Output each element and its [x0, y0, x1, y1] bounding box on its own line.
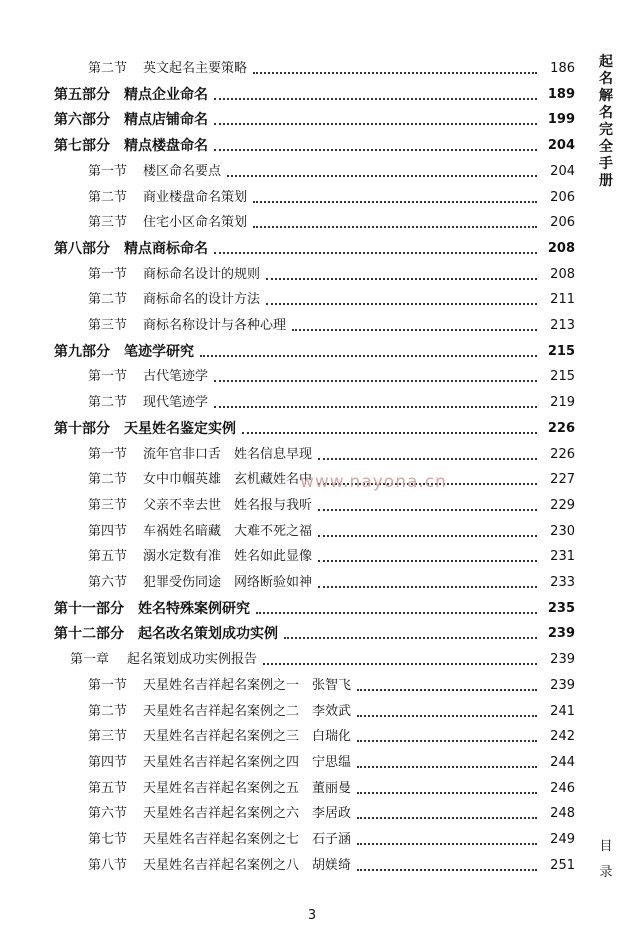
toc-entry[interactable] [0, 443, 575, 467]
toc-entry-page: 199 [547, 112, 575, 128]
dot-leader [256, 610, 537, 614]
toc-entry-page: 219 [550, 395, 575, 411]
dot-leader [318, 456, 537, 460]
toc-entry-page: 233 [550, 575, 575, 590]
book-title-char: 册 [599, 173, 613, 189]
toc-entry[interactable] [0, 648, 575, 672]
toc-entry-page: 230 [550, 523, 575, 539]
toc-entry-number: 第六节 [88, 575, 128, 590]
toc-entry-page: 215 [550, 369, 575, 385]
section-label-vertical [598, 834, 614, 886]
toc-entry[interactable] [0, 83, 575, 107]
toc-entry-page: 206 [550, 189, 575, 205]
dot-leader [214, 121, 537, 125]
dot-leader [266, 301, 537, 305]
toc-entry-number: 第三节 [88, 729, 128, 745]
toc-entry-title: 精点店铺命名 [124, 112, 208, 129]
dot-leader [214, 96, 537, 100]
dot-leader [357, 841, 537, 845]
toc-entry-page: 189 [547, 86, 575, 102]
toc-entry[interactable] [0, 545, 575, 569]
toc-entry-title: 住宅小区命名策划 [143, 215, 248, 231]
toc-entry-number: 第二节 [88, 472, 128, 488]
toc-entry[interactable] [0, 674, 575, 698]
dot-leader [357, 687, 537, 691]
dot-leader [214, 378, 537, 382]
toc-entry-number: 第一节 [88, 266, 128, 282]
toc-entry-page: 244 [550, 754, 575, 770]
toc-entry[interactable] [0, 751, 575, 775]
toc-entry[interactable] [0, 211, 575, 235]
toc-entry-title: 起名改名策划成功实例 [138, 626, 278, 643]
toc-entry-page: 249 [550, 832, 575, 847]
toc-entry-title: 父亲不幸去世 姓名报与我听 [143, 497, 313, 513]
toc-entry-title: 精点楼盘命名 [124, 138, 208, 155]
toc-entry-number: 第四节 [88, 754, 128, 770]
toc-entry-number: 第五部分 [54, 86, 110, 103]
toc-entry-title: 天星姓名吉祥起名案例之二 李效武 [143, 703, 352, 719]
toc-entry-title: 古代笔迹学 [143, 369, 209, 385]
toc-entry-number: 第二节 [88, 61, 128, 76]
dot-leader [253, 70, 537, 74]
toc-entry[interactable] [0, 314, 575, 338]
page-number: 3 [307, 908, 317, 923]
toc-entry-page: 206 [550, 215, 575, 231]
toc-entry-title: 楼区命名要点 [143, 163, 222, 179]
book-title-char: 名 [599, 71, 613, 87]
dot-leader [292, 327, 537, 331]
toc-entry-title: 天星姓名吉祥起名案例之八 胡媄绮 [143, 857, 352, 873]
dot-leader [318, 558, 537, 562]
toc-entry-page: 239 [547, 626, 575, 642]
toc-entry-number: 第二节 [88, 703, 128, 719]
toc-entry-page: 226 [550, 446, 575, 462]
book-title-char: 全 [599, 139, 613, 155]
dot-leader [284, 635, 537, 639]
toc-entry-number: 第四节 [88, 523, 128, 539]
toc-entry-title: 女中巾帼英雄 玄机藏姓名中 [143, 472, 313, 488]
toc-entry-number: 第一节 [88, 163, 128, 179]
book-title-vertical [596, 54, 616, 190]
watermark: www.nayona.cn [300, 472, 447, 492]
book-title-char: 完 [599, 122, 613, 138]
toc-entry-number: 第二节 [88, 292, 128, 308]
toc-entry-number: 第七部分 [54, 138, 110, 155]
toc-entry-page: 251 [550, 857, 575, 873]
toc-entry-number: 第三节 [88, 215, 128, 231]
toc-entry[interactable] [0, 520, 575, 544]
dot-leader [214, 404, 537, 408]
dot-leader [214, 147, 537, 151]
toc-entry-page: 235 [547, 600, 575, 616]
toc-entry-page: 211 [550, 292, 575, 308]
dot-leader [200, 353, 537, 357]
toc-entry-number: 第五节 [88, 549, 128, 565]
toc-entry-number: 第二节 [88, 189, 128, 205]
toc-entry-title: 犯罪受伤同途 网络断验如神 [143, 575, 313, 590]
dot-leader [357, 738, 537, 742]
book-title-char: 手 [599, 156, 613, 172]
toc-entry[interactable] [0, 186, 575, 210]
toc-entry[interactable] [0, 802, 575, 826]
toc-entry-number: 第九部分 [54, 343, 110, 360]
toc-entry[interactable] [0, 391, 575, 415]
dot-leader [357, 764, 537, 768]
toc-entry[interactable] [0, 854, 575, 878]
dot-leader [253, 224, 537, 228]
toc-entry-number: 第三节 [88, 318, 128, 333]
toc-entry-page: 208 [550, 266, 575, 282]
toc-entry-title: 天星姓名吉祥起名案例之一 张智飞 [143, 677, 352, 693]
toc-entry-number: 第一章 [70, 652, 110, 668]
toc-entry-title: 笔迹学研究 [124, 343, 194, 360]
toc-entry-title: 起名策划成功实例报告 [127, 652, 258, 668]
toc-entry[interactable] [0, 340, 575, 364]
toc-entry-title: 天星姓名吉祥起名案例之六 李居政 [143, 806, 352, 822]
toc-entry-number: 第二节 [88, 395, 128, 411]
toc-entry-number: 第十二部分 [54, 626, 124, 643]
toc-entry-page: 208 [547, 240, 575, 256]
book-title-char: 名 [599, 105, 613, 121]
toc-entry-title: 商标命名设计的规则 [143, 266, 261, 282]
toc-entry-title: 天星姓名鉴定实例 [124, 420, 236, 437]
toc-entry-page: 226 [547, 420, 575, 436]
toc-entry-title: 精点企业命名 [124, 86, 208, 103]
dot-leader [318, 584, 537, 588]
dot-leader [263, 661, 537, 665]
toc-entry[interactable] [0, 468, 575, 492]
toc-entry-title: 溺水定数有准 姓名如此显像 [143, 549, 313, 565]
dot-leader [357, 790, 537, 794]
dot-leader [214, 250, 537, 254]
dot-leader [357, 713, 537, 717]
toc-entry[interactable] [0, 777, 575, 801]
toc-entry-page: 248 [550, 806, 575, 822]
dot-leader [227, 173, 537, 177]
toc-entry-title: 精点商标命名 [124, 240, 208, 257]
toc-entry-title: 流年官非口舌 姓名信息早现 [143, 446, 313, 462]
toc-entry[interactable] [0, 263, 575, 287]
toc-entry-number: 第十一部分 [54, 600, 124, 617]
book-title-char: 解 [599, 88, 613, 104]
toc-entry-title: 车祸姓名暗藏 大难不死之福 [143, 523, 313, 539]
toc-entry-number: 第八节 [88, 857, 128, 873]
toc-entry-number: 第一节 [88, 677, 128, 693]
dot-leader [357, 815, 537, 819]
dot-leader [266, 276, 537, 280]
toc-entry-title: 商标名称设计与各种心理 [143, 318, 287, 333]
book-title-char: 起 [599, 54, 613, 70]
toc-entry-page: 231 [550, 549, 575, 565]
toc-entry-number: 第一节 [88, 446, 128, 462]
toc-entry-page: 239 [550, 652, 575, 668]
toc-entry-title: 天星姓名吉祥起名案例之五 董丽曼 [143, 780, 352, 796]
toc-entry-number: 第七节 [88, 832, 128, 847]
toc-entry-title: 天星姓名吉祥起名案例之七 石子涵 [143, 832, 352, 847]
toc-entry-number: 第十部分 [54, 420, 110, 437]
toc-entry[interactable] [0, 57, 575, 81]
toc-entry[interactable] [0, 365, 575, 389]
toc-entry-title: 英文起名主要策略 [143, 61, 248, 76]
toc-entry-title: 天星姓名吉祥起名案例之三 白瑞化 [143, 729, 352, 745]
toc-entry-title: 商标命名的设计方法 [143, 292, 261, 308]
toc-entry[interactable] [0, 160, 575, 184]
toc-entry-number: 第八部分 [54, 240, 110, 257]
toc-entry-page: 241 [550, 703, 575, 719]
toc-entry-page: 215 [547, 343, 575, 359]
dot-leader [318, 533, 537, 537]
toc-entry-title: 姓名特殊案例研究 [138, 600, 250, 617]
toc-entry[interactable] [0, 237, 575, 261]
toc-entry-page: 242 [550, 729, 575, 745]
toc-entry-page: 204 [550, 163, 575, 179]
toc-entry-page: 246 [550, 780, 575, 796]
toc-entry[interactable] [0, 725, 575, 749]
toc-entry-page: 204 [547, 138, 575, 154]
toc-entry[interactable] [0, 134, 575, 158]
dot-leader [318, 507, 537, 511]
section-label-char: 录 [599, 865, 613, 880]
toc-entry-number: 第五节 [88, 780, 128, 796]
toc-entry-number: 第六部分 [54, 112, 110, 129]
dot-leader [242, 430, 537, 434]
toc-entry-page: 227 [550, 472, 575, 488]
toc-entry-page: 186 [550, 61, 575, 76]
toc-entry-page: 229 [550, 497, 575, 513]
toc-entry[interactable] [0, 288, 575, 312]
toc-entry-number: 第一节 [88, 369, 128, 385]
toc-entry[interactable] [0, 417, 575, 441]
toc-entry-number: 第三节 [88, 497, 128, 513]
toc-entry[interactable] [0, 571, 575, 595]
section-label-char: 目 [599, 839, 613, 854]
toc-entry-title: 商业楼盘命名策划 [143, 189, 248, 205]
dot-leader [253, 199, 537, 203]
toc-entry[interactable] [0, 622, 575, 646]
toc-entry-title: 现代笔迹学 [143, 395, 209, 411]
toc-entry-number: 第六节 [88, 806, 128, 822]
toc-entry-page: 213 [550, 318, 575, 333]
toc-entry[interactable] [0, 597, 575, 621]
toc-entry-page: 239 [550, 677, 575, 693]
toc-entry[interactable] [0, 828, 575, 852]
toc-entry[interactable] [0, 108, 575, 132]
toc-entry[interactable] [0, 700, 575, 724]
toc-entry[interactable] [0, 494, 575, 518]
toc-entry-title: 天星姓名吉祥起名案例之四 宁思缊 [143, 754, 352, 770]
dot-leader [357, 867, 537, 871]
